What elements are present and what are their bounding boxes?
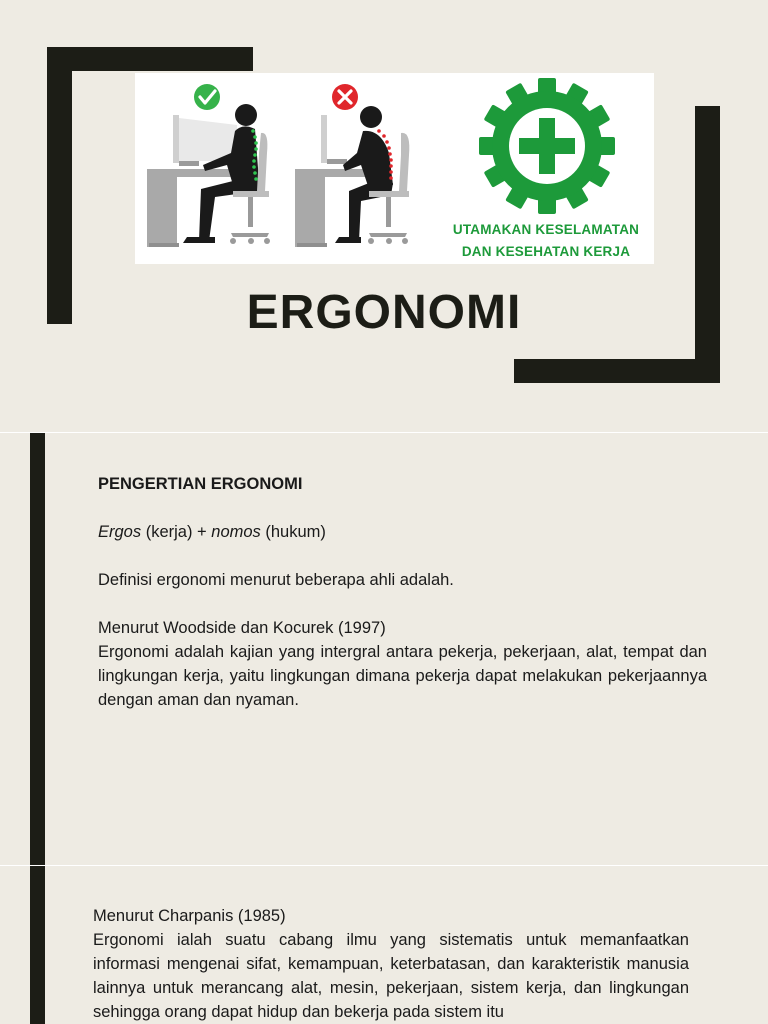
definition-slide: [0, 433, 768, 865]
frame-bar-top-left-vertical: [47, 47, 72, 324]
definition-paragraph: Ergonomi ialah suatu cabang ilmu yang sistematis untuk memanfaatkan informasi mengenai sifat, kemampuan, keterbatasan, dan karakteristik manusia lainnya untuk merancang alat, mesin, pekerjaan, sistem kerja, dan lingkungan sehingga orang dapat hidup dan bekerja pada sistem itu: [93, 931, 689, 1021]
slide-content: [98, 472, 707, 712]
etymology-term-1: Ergos: [98, 523, 142, 541]
correct-posture-scene: [147, 84, 270, 247]
definition-paragraph: Ergonomi adalah kajian yang intergral antara pekerja, pekerjaan, alat, tempat dan lingkungan kerja, yaitu lingkungan dimana pekerja dapat melakukan pekerjaannya dengan aman dan nyaman.: [98, 643, 707, 709]
etymology-line: [98, 520, 707, 544]
k3-slogan-line-2: DAN KESEHATAN KERJA: [461, 244, 631, 259]
frame-bar-bottom-right-horizontal: [514, 359, 720, 383]
accent-bar: [30, 433, 45, 865]
etymology-term-2: nomos: [211, 523, 261, 541]
ergonomics-banner-image: [135, 73, 654, 264]
k3-gear-cross-icon: [479, 78, 615, 214]
frame-bar-bottom-right-vertical: [695, 106, 720, 383]
section-heading: PENGERTIAN ERGONOMI: [98, 475, 303, 493]
intro-text: Definisi ergonomi menurut beberapa ahli adalah.: [98, 571, 454, 589]
source-citation: Menurut Woodside dan Kocurek (1997): [98, 619, 386, 637]
k3-slogan-line-1: UTAMAKAN KESELAMATAN: [452, 222, 640, 237]
etymology-meaning-2: (hukum): [260, 523, 326, 541]
slide-content: [93, 904, 689, 1024]
incorrect-posture-scene: [295, 84, 409, 247]
source-citation: Menurut Charpanis (1985): [93, 907, 286, 925]
slide-title: ERGONOMI: [246, 286, 522, 339]
frame-bar-top-left-horizontal: [47, 47, 253, 71]
accent-bar: [30, 866, 45, 1024]
etymology-meaning-1: (kerja) +: [141, 523, 212, 541]
check-icon: [194, 84, 220, 110]
definition-slide-2: [0, 866, 768, 1024]
title-slide: [0, 0, 768, 432]
